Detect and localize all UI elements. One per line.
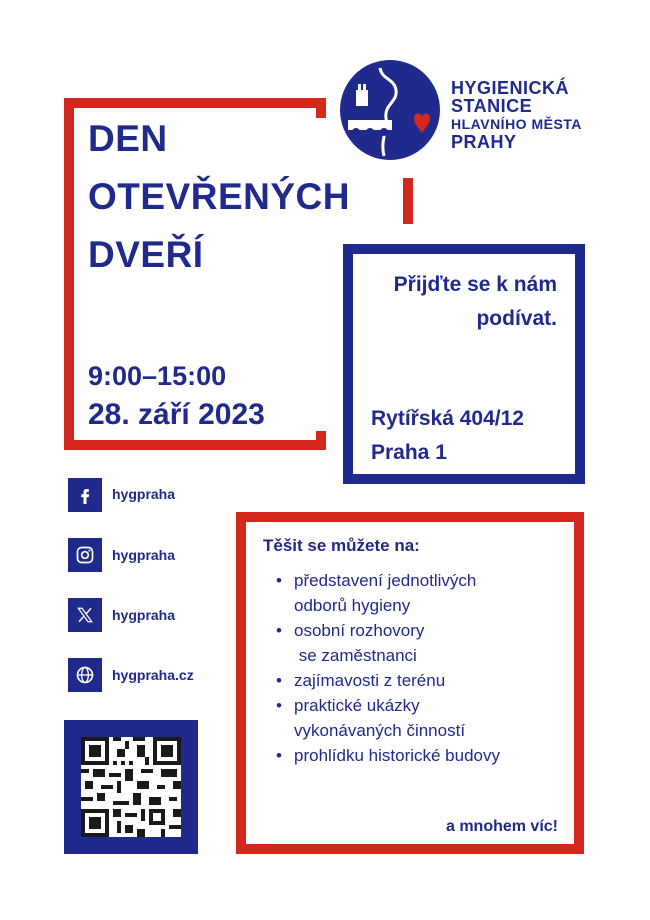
list-item: • praktické ukázky vykonávaných činností xyxy=(276,696,466,740)
logo-text xyxy=(451,79,582,151)
list-item-line: představení jednotlivých xyxy=(294,571,477,590)
website-link[interactable]: hygpraha.cz xyxy=(112,667,194,683)
address-city: Praha 1 xyxy=(371,441,447,464)
list-item-line: prohlídku historické budovy xyxy=(294,746,501,765)
event-time: 9:00–15:00 xyxy=(88,361,227,391)
logo-emblem xyxy=(340,60,440,160)
red-frame-corner xyxy=(316,431,326,450)
logo-line: HYGIENICKÁ xyxy=(451,78,570,98)
x-icon[interactable] xyxy=(68,598,102,632)
list-item-line: praktické ukázky xyxy=(294,696,420,715)
list-item-line: vykonávaných činností xyxy=(294,721,466,740)
list-item: • zajímavosti z terénu xyxy=(276,671,446,690)
program-box xyxy=(236,512,584,854)
invite-box xyxy=(343,244,585,484)
facebook-icon[interactable] xyxy=(68,478,102,512)
qr-code[interactable] xyxy=(64,720,198,854)
globe-icon[interactable] xyxy=(68,658,102,692)
title-line-2: OTEVŘENÝCH xyxy=(88,176,350,217)
logo-line: HLAVNÍHO MĚSTA xyxy=(451,116,582,132)
list-item: • prohlídku historické budovy xyxy=(276,746,501,765)
address xyxy=(371,402,524,470)
list-item-line: zajímavosti z terénu xyxy=(294,671,446,690)
logo-line: PRAHY xyxy=(451,132,517,152)
program-list xyxy=(276,568,500,768)
facebook-handle[interactable]: hygpraha xyxy=(112,486,176,502)
list-item: • osobní rozhovory se zaměstnanci xyxy=(276,621,425,665)
list-item-line: osobní rozhovory xyxy=(294,621,425,640)
red-frame-corner xyxy=(316,98,326,118)
instagram-icon[interactable] xyxy=(68,538,102,572)
logo-line: STANICE xyxy=(451,96,533,116)
list-item-line: se zaměstnanci xyxy=(294,646,417,665)
invite-tagline: Přijďte se k nám podívat. xyxy=(393,273,557,330)
red-accent-bar xyxy=(403,178,413,224)
instagram-handle[interactable]: hygpraha xyxy=(112,547,176,563)
title-line-3: DVEŘÍ xyxy=(88,234,204,275)
program-heading: Těšit se můžete na: xyxy=(263,536,420,555)
qr-code-matrix xyxy=(81,737,181,837)
title-line-1: DEN xyxy=(88,118,168,159)
event-date: 28. září 2023 xyxy=(88,398,265,431)
address-street: Rytířská 404/12 xyxy=(371,407,524,430)
list-item: • představení jednotlivých odborů hygieny xyxy=(276,571,477,615)
x-handle[interactable]: hygpraha xyxy=(112,607,176,623)
list-item-line: odborů hygieny xyxy=(294,596,411,615)
program-footer: a mnohem víc! xyxy=(445,818,558,835)
